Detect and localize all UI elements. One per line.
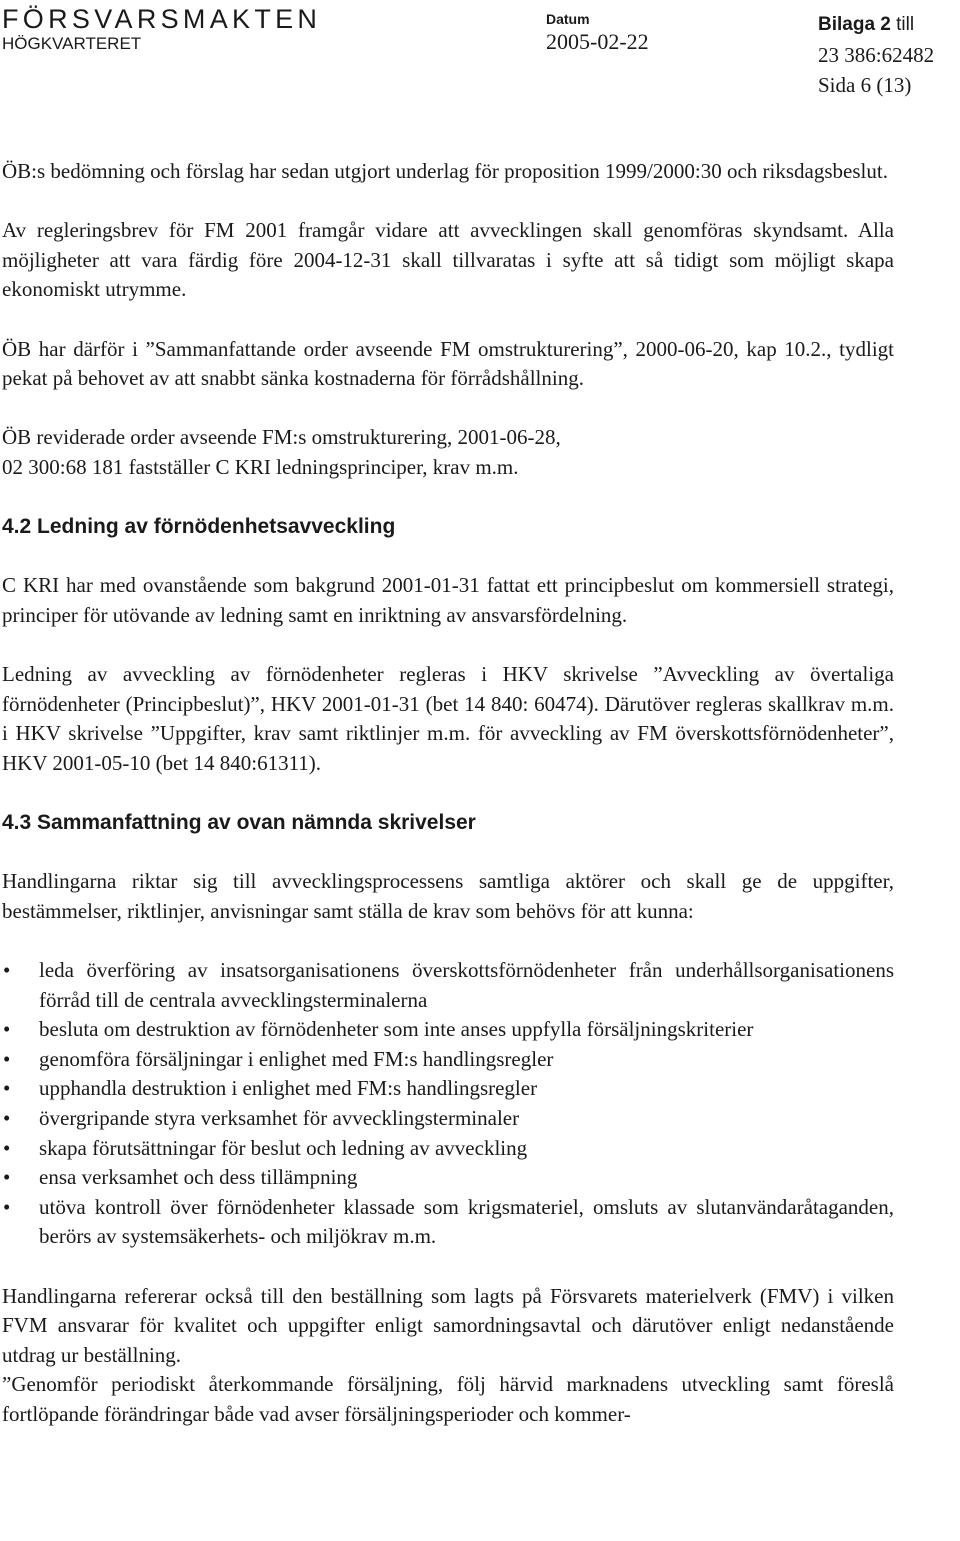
page-number: Sida 6 (13) [818,73,912,97]
bullet-icon: • [3,1106,11,1130]
paragraph: ÖB har därför i ”Sammanfattande order avseende FM omstrukturering”, 2000-06-20, kap 10.2., tydligt pekat på behovet av att snabbt sänka kostnaderna för förrådshållning. [2,336,894,391]
attachment-line [818,8,934,40]
list-item-text: genomföra försäljningar i enlighet med FM:s handlingsregler [39,1046,554,1071]
paragraph: ”Genomför periodiskt återkommande försäljning, följ härvid marknadens utveckling samt föreslå fortlöpande förändringar både vad avser försäljningsperioder och kommer- [2,1372,894,1426]
paragraph: Handlingarna riktar sig till avvecklingsprocessens samtliga aktörer och skall ge de uppgifter, bestämmelser, riktlinjer, anvisningar samt ställa de krav som behövs för att kunna: [2,869,894,923]
list-item-text: skapa förutsättningar för beslut och ledning av avveckling [39,1135,528,1160]
bullet-icon: • [3,958,11,983]
paragraph [2,423,894,482]
attachment-label: Bilaga 2 [818,14,891,35]
bullet-icon: • [3,1165,11,1190]
bullet-icon: • [3,1076,11,1101]
paragraph-line: 02 300:68 181 fastställer C KRI ledningsprinciper, krav m.m. [2,454,519,479]
bullet-list [2,956,894,1252]
list-item [2,1104,894,1134]
list-item-text: besluta om destruktion av förnödenheter som inte anses uppfylla försäljningskriterier [39,1017,754,1042]
list-item [2,1045,894,1075]
attachment-to: till [896,14,915,35]
document-date: 2005-02-22 [546,29,649,54]
section-heading-4-3: 4.3 Sammanfattning av ovan nämnda skrivelser [2,811,476,835]
date-label: Datum [546,11,590,27]
bullet-icon: • [3,1017,11,1042]
bullet-icon: • [3,1135,11,1160]
paragraph: ÖB:s bedömning och förslag har sedan utgjort underlag för proposition 1999/2000:30 och riksdagsbeslut. [2,159,888,183]
reference-number: 23 386:62482 [818,43,935,67]
document-body [2,157,894,1430]
list-item [2,956,894,1015]
paragraph: Ledning av avveckling av förnödenheter regleras i HKV skrivelse ”Avveckling av övertaliga förnödenheter (Principbeslut)”, HKV 2001-01-31 (bet 14 840: 60474). Därutöver regleras skallkrav m.m. i HKV skrivelse ”Uppgifter, krav samt riktlinjer m.m. för avveckling av FM överskottsförnödenheter”, HKV 2001-05-10 (bet 14 840:61311). [2,662,894,775]
paragraph: Av regleringsbrev för FM 2001 framgår vidare att avvecklingen skall genomföras skyndsamt. Alla möjligheter att vara färdig före 2004-12-31 skall tillvaratas i syfte att så tidigt som möjligt skapa ekonomiskt utrymme. [2,218,894,302]
list-item-text: utöva kontroll över förnödenheter klassade som krigsmateriel, omsluts av slutanvändaråtaganden, berörs av systemsäkerhets- och miljökrav m.m. [39,1194,894,1249]
list-item-text: övergripande styra verksamhet för avvecklingsterminaler [39,1106,520,1130]
list-item [2,1015,894,1045]
department-name: HÖGKVARTERET [2,34,142,53]
paragraph: C KRI har med ovanstående som bakgrund 2001-01-31 fattat ett principbeslut om kommersiell strategi, principer för utövande av ledning samt en inriktning av ansvarsfördelning. [2,573,894,627]
list-item-text: ensa verksamhet och dess tillämpning [39,1165,358,1190]
org-name: FÖRSVARSMAKTEN [2,4,322,34]
list-item-text: leda överföring av insatsorganisationens överskottsförnödenheter från underhållsorganisationens förråd till de centrala avvecklingsterminalerna [39,958,894,1012]
paragraph-line: ÖB reviderade order avseende FM:s omstrukturering, 2001-06-28, [2,425,561,450]
header-reference-block [818,8,934,100]
list-item [2,1163,894,1193]
section-heading-4-2: 4.2 Ledning av förnödenhetsavveckling [2,515,396,539]
bullet-icon: • [3,1194,11,1219]
bullet-icon: • [3,1046,11,1071]
list-item-text: upphandla destruktion i enlighet med FM:s handlingsregler [39,1076,538,1101]
paragraph: Handlingarna refererar också till den beställning som lagts på Försvarets materielverk (FMV) i vilken FVM ansvarar för kvalitet och uppgifter enligt samordningsavtal och därutöver enligt nedanstående utdrag ur beställning. [2,1283,894,1367]
list-item [2,1074,894,1104]
list-item [2,1134,894,1164]
list-item [2,1193,894,1252]
